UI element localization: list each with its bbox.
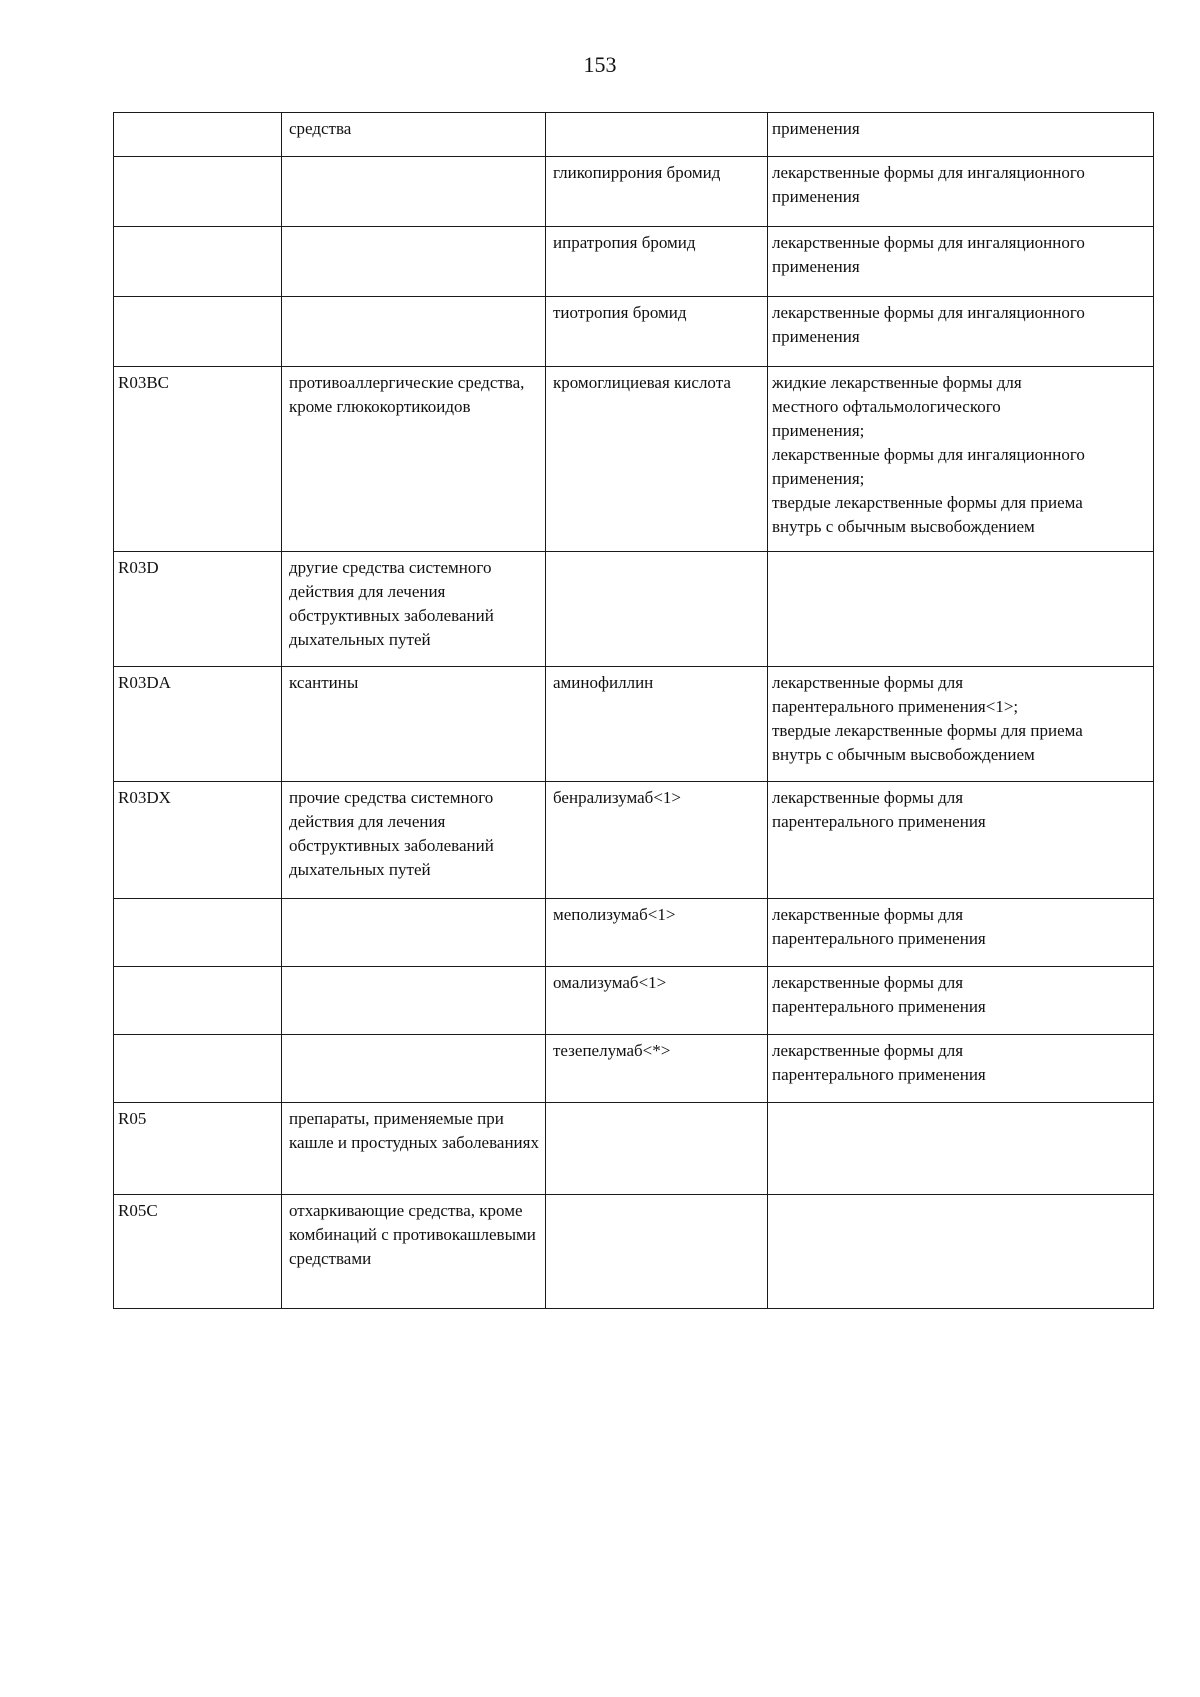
drug-name-cell: тиотропия бромид (546, 297, 768, 367)
table-row (114, 1195, 1154, 1309)
dosage-form-line: твердые лекарственные формы для приема (772, 721, 1083, 740)
group-cell: препараты, применяемые при кашле и простудных заболеваниях (282, 1103, 546, 1195)
drug-name-cell: бенрализумаб<1> (546, 782, 768, 899)
dosage-form-line: применения (772, 187, 860, 206)
table-row (114, 552, 1154, 667)
dosage-form-cell (768, 227, 1154, 297)
atc-code-cell: R03DA (114, 667, 282, 782)
dosage-form-line: лекарственные формы для ингаляционного (772, 163, 1085, 182)
dosage-form-line: лекарственные формы для ингаляционного (772, 303, 1085, 322)
atc-code-cell (114, 227, 282, 297)
dosage-form-cell (768, 967, 1154, 1035)
dosage-form-line: парентерального применения (772, 997, 986, 1016)
dosage-form-cell (768, 1035, 1154, 1103)
table-row (114, 967, 1154, 1035)
dosage-form-line: применения (772, 327, 860, 346)
table-row (114, 297, 1154, 367)
table-row (114, 157, 1154, 227)
atc-code-cell (114, 1035, 282, 1103)
dosage-form-line: лекарственные формы для ингаляционного (772, 233, 1085, 252)
atc-code-cell: R05C (114, 1195, 282, 1309)
drug-name-cell: ипратропия бромид (546, 227, 768, 297)
drug-name-cell (546, 1103, 768, 1195)
dosage-form-line: внутрь с обычным высвобождением (772, 745, 1035, 764)
group-cell (282, 1035, 546, 1103)
group-cell (282, 297, 546, 367)
group-cell: отхаркивающие средства, кроме комбинаций с противокашлевыми средствами (282, 1195, 546, 1309)
group-cell (282, 899, 546, 967)
dosage-form-line: лекарственные формы для (772, 905, 964, 924)
table-row (114, 782, 1154, 899)
dosage-form-cell (768, 667, 1154, 782)
table-row (114, 1035, 1154, 1103)
drug-name-cell: омализумаб<1> (546, 967, 768, 1035)
dosage-form-line: применения (772, 257, 860, 276)
atc-code-cell: R03DX (114, 782, 282, 899)
dosage-form-line: парентерального применения (772, 929, 986, 948)
group-cell: прочие средства системного действия для лечения обструктивных заболеваний дыхательных путей (282, 782, 546, 899)
dosage-form-cell (768, 367, 1154, 552)
page-number: 153 (583, 52, 617, 77)
dosage-form-line: применения (772, 119, 860, 138)
drug-name-cell (546, 552, 768, 667)
dosage-form-cell (768, 1195, 1154, 1309)
dosage-form-line: местного офтальмологического (772, 397, 1001, 416)
table-row (114, 227, 1154, 297)
group-cell: другие средства системного действия для лечения обструктивных заболеваний дыхательных путей (282, 552, 546, 667)
group-cell: средства (282, 113, 546, 157)
table-row (114, 899, 1154, 967)
atc-code-cell (114, 113, 282, 157)
drug-name-cell: аминофиллин (546, 667, 768, 782)
group-cell: ксантины (282, 667, 546, 782)
atc-code-cell (114, 157, 282, 227)
dosage-form-cell (768, 297, 1154, 367)
dosage-form-line: парентерального применения (772, 1065, 986, 1084)
dosage-form-cell (768, 899, 1154, 967)
drug-name-cell: кромоглициевая кислота (546, 367, 768, 552)
atc-code-cell (114, 899, 282, 967)
atc-code-cell: R03D (114, 552, 282, 667)
group-cell: противоаллергические средства, кроме глюкокортикоидов (282, 367, 546, 552)
group-cell (282, 227, 546, 297)
dosage-form-line: парентерального применения<1>; (772, 697, 1019, 716)
table-row (114, 113, 1154, 157)
dosage-form-line: лекарственные формы для ингаляционного (772, 445, 1085, 464)
drug-name-cell: тезепелумаб<*> (546, 1035, 768, 1103)
dosage-form-cell (768, 113, 1154, 157)
table-row (114, 667, 1154, 782)
dosage-form-cell (768, 782, 1154, 899)
dosage-form-line: применения; (772, 421, 865, 440)
drug-table (113, 112, 1154, 1309)
dosage-form-cell (768, 157, 1154, 227)
drug-name-cell: гликопиррония бромид (546, 157, 768, 227)
dosage-form-line: жидкие лекарственные формы для (772, 373, 1022, 392)
dosage-form-line: применения; (772, 469, 865, 488)
dosage-form-line: лекарственные формы для (772, 973, 964, 992)
drug-name-cell (546, 1195, 768, 1309)
dosage-form-line: лекарственные формы для (772, 673, 964, 692)
dosage-form-line: твердые лекарственные формы для приема (772, 493, 1083, 512)
table-row (114, 1103, 1154, 1195)
table-body (114, 113, 1154, 1309)
table-row (114, 367, 1154, 552)
group-cell (282, 967, 546, 1035)
dosage-form-line: лекарственные формы для (772, 788, 964, 807)
drug-name-cell: меполизумаб<1> (546, 899, 768, 967)
atc-code-cell (114, 967, 282, 1035)
atc-code-cell: R05 (114, 1103, 282, 1195)
group-cell (282, 157, 546, 227)
drug-name-cell (546, 113, 768, 157)
dosage-form-line: внутрь с обычным высвобождением (772, 517, 1035, 536)
dosage-form-cell (768, 552, 1154, 667)
dosage-form-cell (768, 1103, 1154, 1195)
dosage-form-line: парентерального применения (772, 812, 986, 831)
atc-code-cell: R03BC (114, 367, 282, 552)
atc-code-cell (114, 297, 282, 367)
dosage-form-line: лекарственные формы для (772, 1041, 964, 1060)
